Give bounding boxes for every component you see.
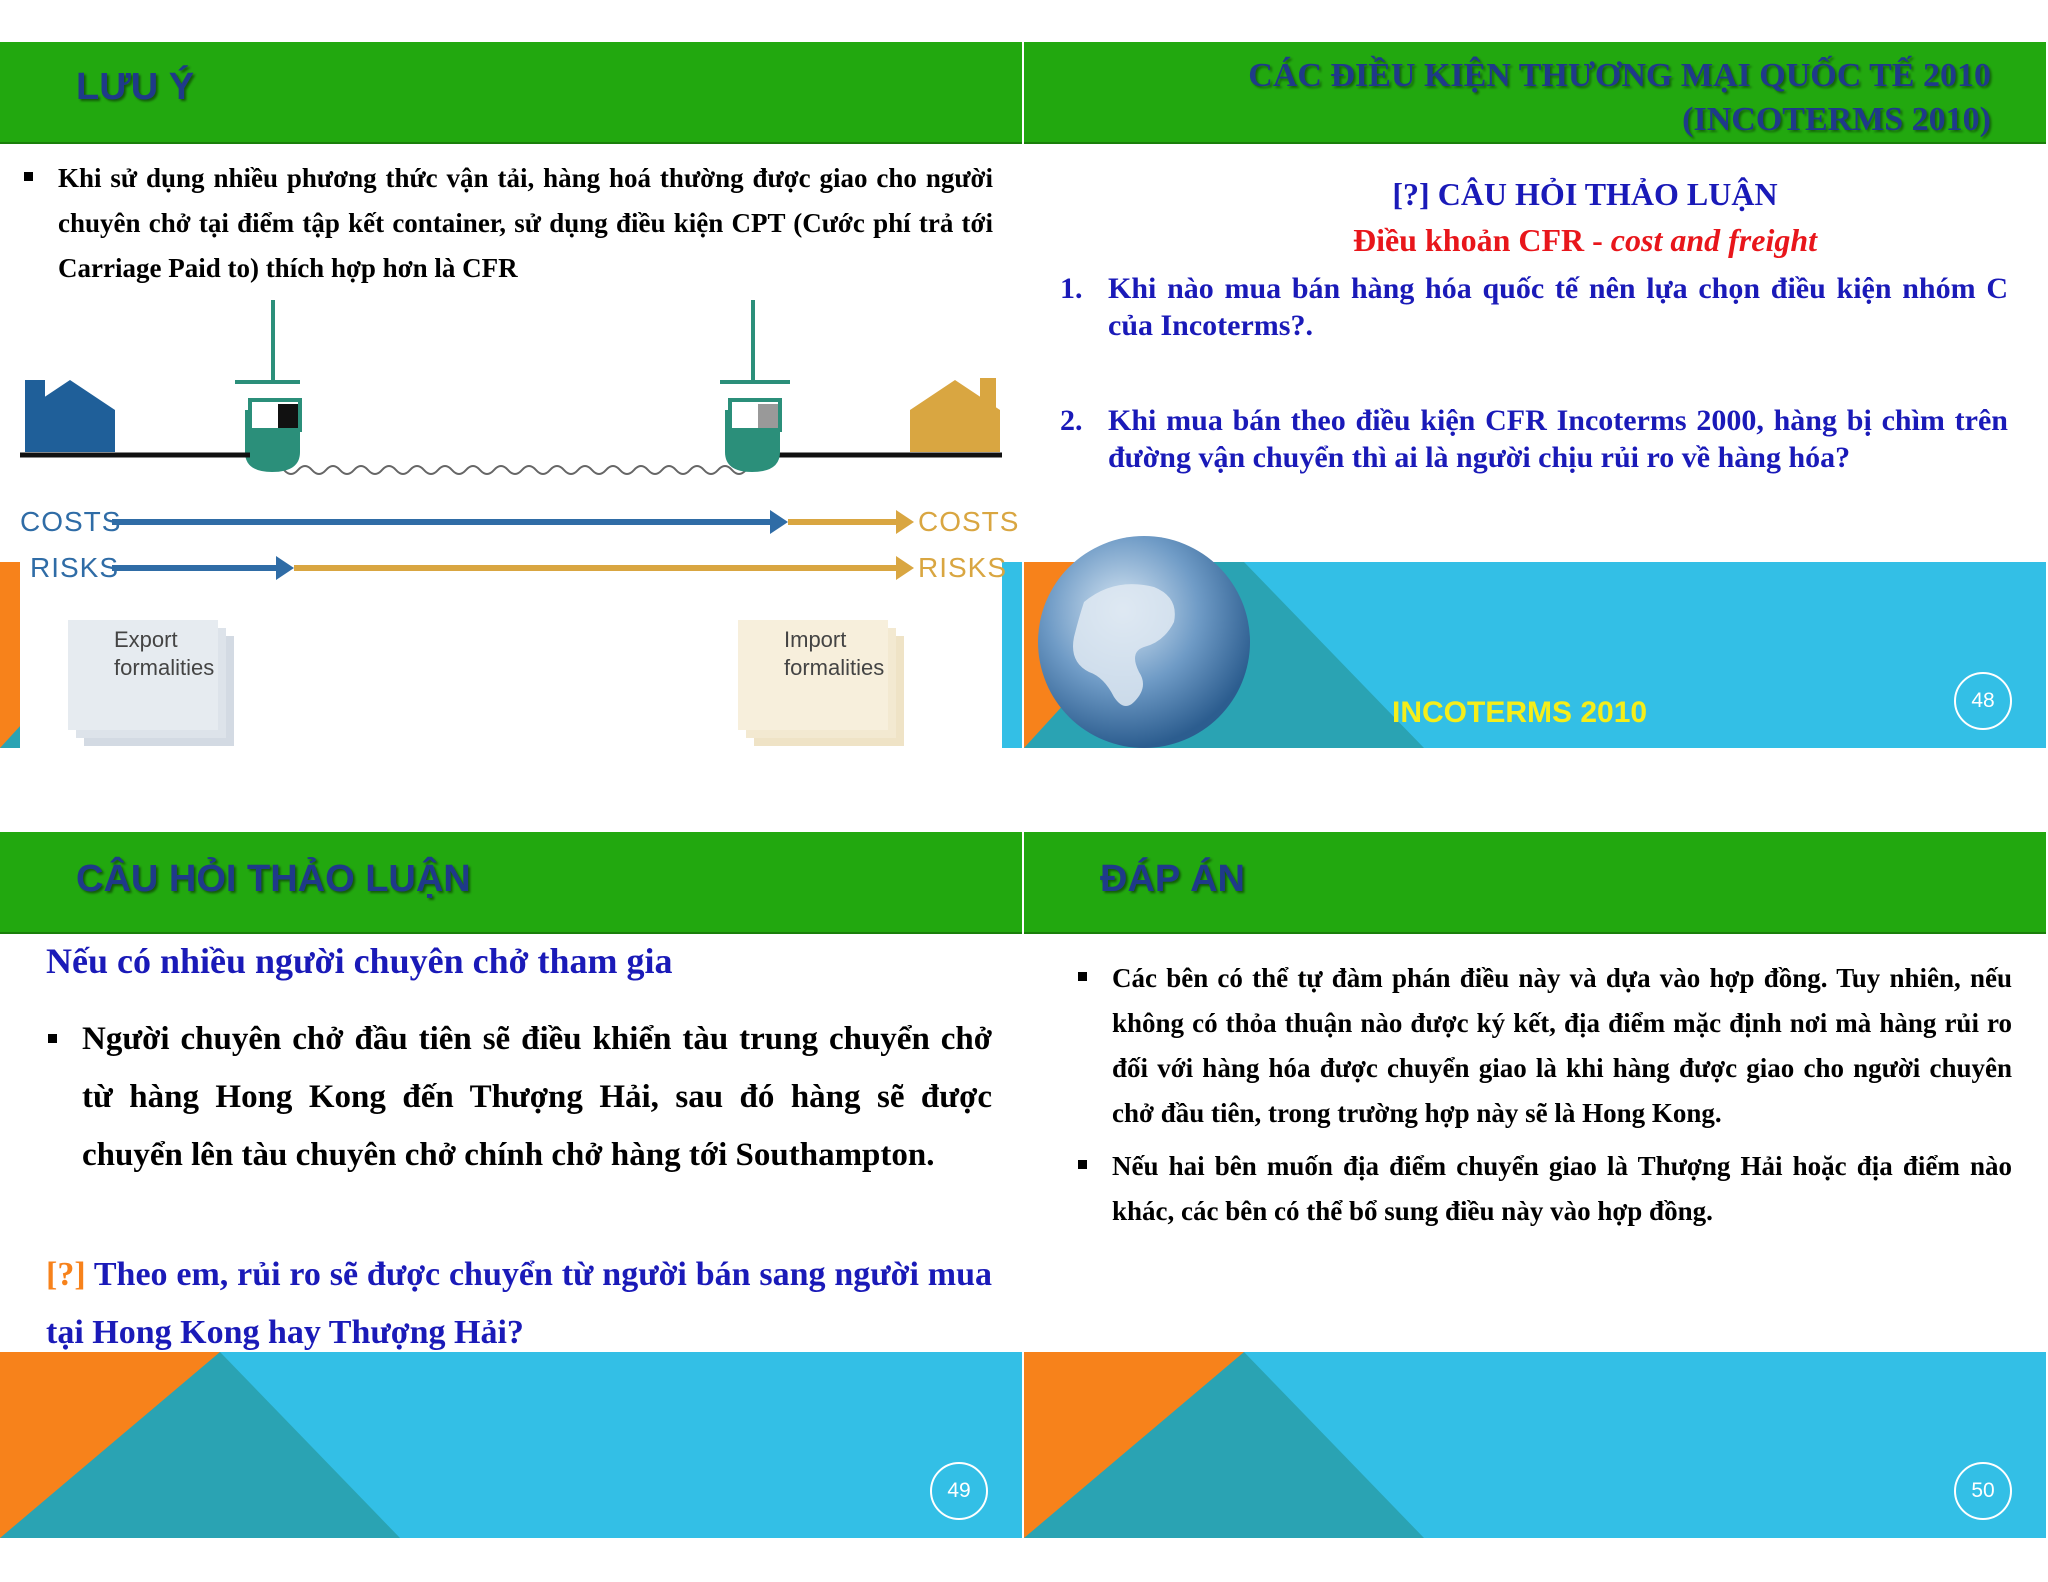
seller-factory-icon	[25, 380, 115, 452]
bullet-list	[58, 156, 993, 291]
import-formalities-label	[784, 626, 884, 682]
answer-item-1: Các bên có thể tự đàm phán điều này và dựa vào hợp đồng. Tuy nhiên, nếu không có thỏa thuận nào được ký kết, địa điểm mặc định nơi mà hàng rủi ro đối với hàng hóa được chuyển giao là khi hàng được giao cho người chuyên chở đầu tiên, trong trường hợp này sẽ là Hong Kong.	[1112, 956, 2012, 1136]
costs-label-right: COSTS	[918, 506, 1020, 537]
question-2-number: 2.	[1060, 404, 1083, 437]
export-line1: Export	[114, 627, 178, 652]
slide-footer	[1024, 1352, 2046, 1538]
ship-right-icon	[720, 300, 790, 472]
slide-title: ĐÁP ÁN	[1100, 858, 1245, 900]
slide-title-line2: (INCOTERMS 2010)	[1682, 101, 1991, 138]
footer-label: INCOTERMS 2010	[1392, 696, 1648, 729]
slide-48	[1024, 42, 2046, 748]
slide-title: CÂU HỎI THẢO LUẬN	[76, 858, 471, 900]
page-number: 50	[1954, 1462, 2012, 1520]
footer-shapes	[0, 1352, 1022, 1538]
import-line1: Import	[784, 627, 847, 652]
ship-left-icon	[230, 300, 300, 472]
cfr-subheading-italic: cost and freight	[1610, 222, 1818, 258]
slide-header	[1024, 832, 2046, 934]
page-number: 49	[930, 1462, 988, 1520]
slide-47	[0, 42, 1022, 748]
export-line2: formalities	[114, 655, 215, 680]
question-2	[1060, 402, 2008, 476]
slide-footer	[1024, 562, 2046, 748]
globe-icon	[1024, 532, 1264, 748]
question-text: Theo em, rủi ro sẽ được chuyển từ người bán sang người mua tại Hong Kong hay Thượng Hải?	[46, 1256, 992, 1351]
page-number: 48	[1954, 672, 2012, 730]
import-line2: formalities	[784, 655, 885, 680]
scenario-subtitle: Nếu có nhiều người chuyên chở tham gia	[46, 941, 673, 981]
slide-50	[1024, 832, 2046, 1538]
bullet-list	[82, 1010, 992, 1184]
slide-footer	[0, 1352, 1022, 1538]
sea-wave	[270, 466, 746, 474]
answer-item-2: Nếu hai bên muốn địa điểm chuyển giao là Thượng Hải hoặc địa điểm nào khác, các bên có thể bổ sung điều này vào hợp đồng.	[1112, 1144, 2012, 1234]
slide-49	[0, 832, 1022, 1538]
answer-list	[1112, 956, 2012, 1242]
cfr-subheading	[1024, 222, 2046, 259]
discussion-question	[46, 1246, 992, 1362]
question-mark: [?]	[46, 1256, 86, 1293]
cfr-subheading-main: Điều khoản CFR -	[1352, 222, 1611, 258]
slide-header	[1024, 42, 2046, 144]
question-2-text: Khi mua bán theo điều kiện CFR Incoterms 2000, hàng bị chìm trên đường vận chuyển thì ai là người chịu rủi ro về hàng hóa?	[1108, 404, 2008, 474]
slide-header	[0, 832, 1022, 934]
risks-label-left: RISKS	[30, 552, 120, 583]
question-1-text: Khi nào mua bán hàng hóa quốc tế nên lựa chọn điều kiện nhóm C của Incoterms?.	[1108, 272, 2008, 342]
slide-title	[1248, 54, 1991, 142]
buyer-factory-icon	[910, 378, 1000, 452]
slide-title-line1: CÁC ĐIỀU KIỆN THƯƠNG MẠI QUỐC TẾ 2010	[1248, 57, 1991, 94]
export-formalities-label	[114, 626, 214, 682]
question-1	[1060, 270, 2008, 344]
costs-label-left: COSTS	[20, 506, 122, 537]
slide-title: LƯU Ý	[76, 66, 195, 108]
slide-header	[0, 42, 1022, 144]
risks-label-right: RISKS	[918, 552, 1008, 583]
bullet-item: Người chuyên chở đầu tiên sẽ điều khiển tàu trung chuyển chở từ hàng Hong Kong đến Thượng Hải, sau đó hàng sẽ được chuyển lên tàu chuyên chở chính chở hàng tới Southampton.	[82, 1010, 992, 1184]
footer-shapes	[1024, 1352, 2046, 1538]
question-1-number: 1.	[1060, 272, 1083, 305]
section-heading: [?] CÂU HỎI THẢO LUẬN	[1392, 176, 1778, 212]
incoterms-diagram	[20, 300, 1020, 748]
bullet-item: Khi sử dụng nhiều phương thức vận tải, hàng hoá thường được giao cho người chuyên chở tại điểm tập kết container, sử dụng điều kiện CPT (Cước phí trả tới Carriage Paid to) thích hợp hơn là CFR	[58, 156, 993, 291]
